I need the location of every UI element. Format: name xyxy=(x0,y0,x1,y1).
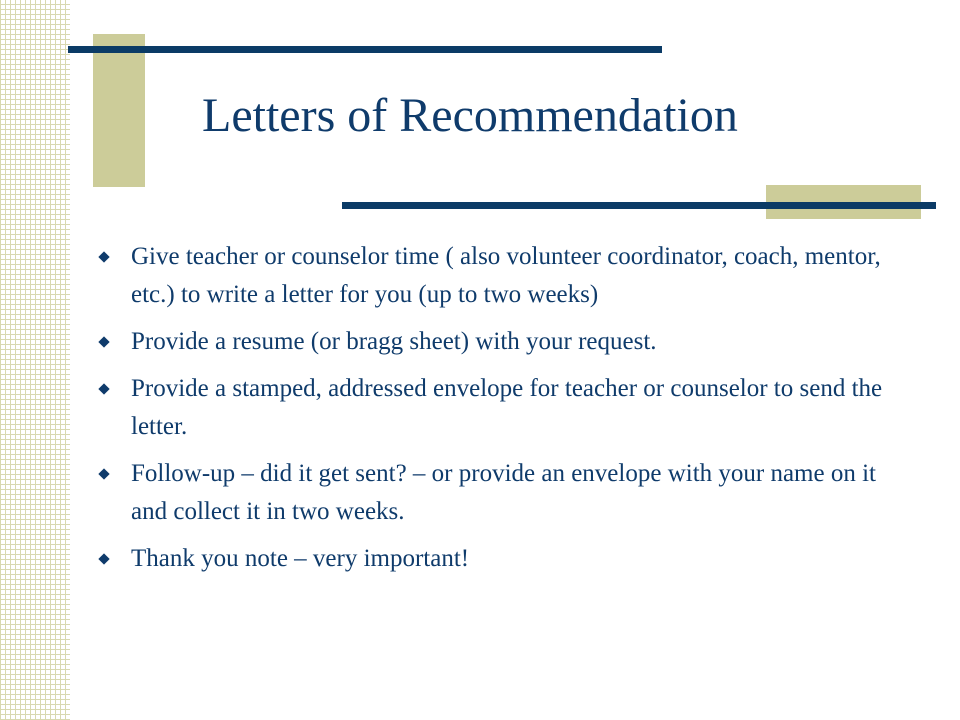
diamond-bullet-icon xyxy=(98,553,109,564)
navy-rule-top xyxy=(68,46,662,53)
bullet-item xyxy=(97,238,917,314)
bullet-item xyxy=(97,540,917,578)
bullet-item xyxy=(97,323,917,361)
hatched-margin-strip xyxy=(0,0,70,720)
diamond-bullet-icon xyxy=(98,336,109,347)
diamond-bullet-icon xyxy=(98,468,109,479)
navy-rule-bottom xyxy=(342,202,936,209)
bullet-item xyxy=(97,455,917,531)
diamond-bullet-icon xyxy=(98,251,109,262)
bullet-text: Provide a stamped, addressed envelope for teacher or counselor to send the letter. xyxy=(131,375,883,440)
bullet-text: Thank you note – very important! xyxy=(131,545,470,572)
bullet-list xyxy=(97,238,917,587)
bullet-text: Follow-up – did it get sent? – or provide an envelope with your name on it and collect it in two weeks. xyxy=(131,460,876,525)
slide-title: Letters of Recommendation xyxy=(202,89,738,142)
tan-accent-block-left xyxy=(93,34,145,187)
bullet-text: Give teacher or counselor time ( also volunteer coordinator, coach, mentor, etc.) to write a letter for you (up to two weeks) xyxy=(131,243,881,308)
bullet-text: Provide a resume (or bragg sheet) with your request. xyxy=(131,328,657,355)
bullet-item xyxy=(97,370,917,446)
diamond-bullet-icon xyxy=(98,383,109,394)
